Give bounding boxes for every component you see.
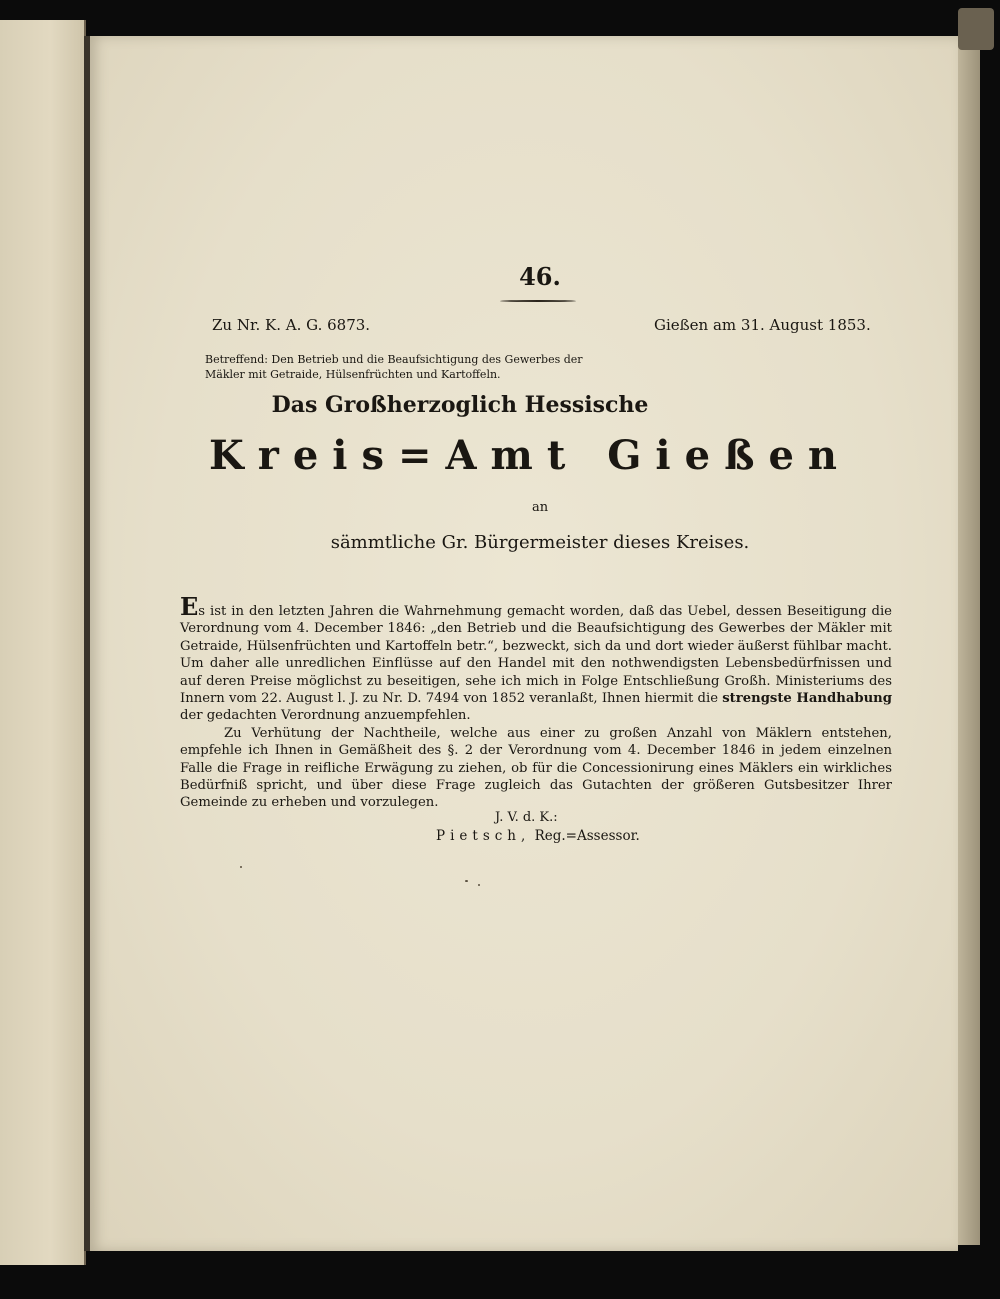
paragraph-1 xyxy=(180,592,892,725)
signature-abbreviation: J. V. d. K.: xyxy=(495,810,558,825)
reference-number: Zu Nr. K. A. G. 6873. xyxy=(212,316,371,334)
paragraph-2: Zu Verhütung der Nachtheile, welche aus einer zu großen Anzahl von Mäklern entstehen, empfehle ich Ihnen in Gemäßheit des §. 2 der Verordnung vom 4. December 1846 in jedem einzelnen Falle die Frage in reifliche Erwägung zu ziehen, ob für die Concessionirung eines Mäklers ein wirkliches Bedürfniß spricht, und über diese Frage zugleich das Gutachten der größeren Gutsbesitzer Ihrer Gemeinde zu erheben und vorzulegen. xyxy=(180,725,892,811)
addressee-connector: an xyxy=(531,500,549,515)
page-number-rule xyxy=(500,300,576,302)
ink-speck xyxy=(465,880,468,882)
subject-line: Betreffend: Den Betrieb und die Beaufsichtigung des Gewerbes der Mäkler mit Getraide, Hülsenfrüchten und Kartoffeln. xyxy=(205,353,583,381)
left-page-fragment xyxy=(0,20,86,1265)
issuer-heading: Das Großherzoglich Hessische xyxy=(271,392,649,418)
paragraph-1-text-b: der gedachten Verordnung anzuempfehlen. xyxy=(180,708,471,724)
ink-speck xyxy=(240,866,242,868)
addressee-heading: sämmtliche Gr. Bürgermeister dieses Kreises. xyxy=(330,532,750,553)
letter-body xyxy=(180,592,892,812)
torn-corner xyxy=(958,8,994,50)
signature-name: Pietsch, xyxy=(436,828,531,844)
paragraph-1-emphasis: strengste Handhabung xyxy=(722,691,892,707)
signature-title: Reg.=Assessor. xyxy=(534,828,640,844)
ink-speck xyxy=(478,884,480,886)
office-heading: Kreis=Amt Gießen xyxy=(208,432,851,479)
paragraph-1-text-a: Es ist in den letzten Jahren die Wahrnehmung gemacht worden, daß das Uebel, dessen Beseitigung die Verordnung vom 4. December 1846: „den Betrieb und die Beaufsichtigung des Gewerbes der Mäkler mit Getraide, Hülsenfrüchten und Kartoffeln betr.“, bezweckt, sich da und dort wieder äußerst fühlbar macht. Um daher alle unredlichen Einflüsse auf den Handel mit den nothwendigsten Lebensbedürfnissen und auf deren Preise möglichst zu beseitigen, sehe ich mich in Folge Entschließung Großh. Ministeriums des Innern vom 22. August l. J. zu Nr. D. 7494 von 1852 veranlaßt, Ihnen hiermit die xyxy=(180,592,892,707)
signature-block xyxy=(436,828,640,844)
right-page-edge xyxy=(958,20,980,1245)
place-date: Gießen am 31. August 1853. xyxy=(654,316,871,334)
page-number: 46. xyxy=(519,262,561,291)
